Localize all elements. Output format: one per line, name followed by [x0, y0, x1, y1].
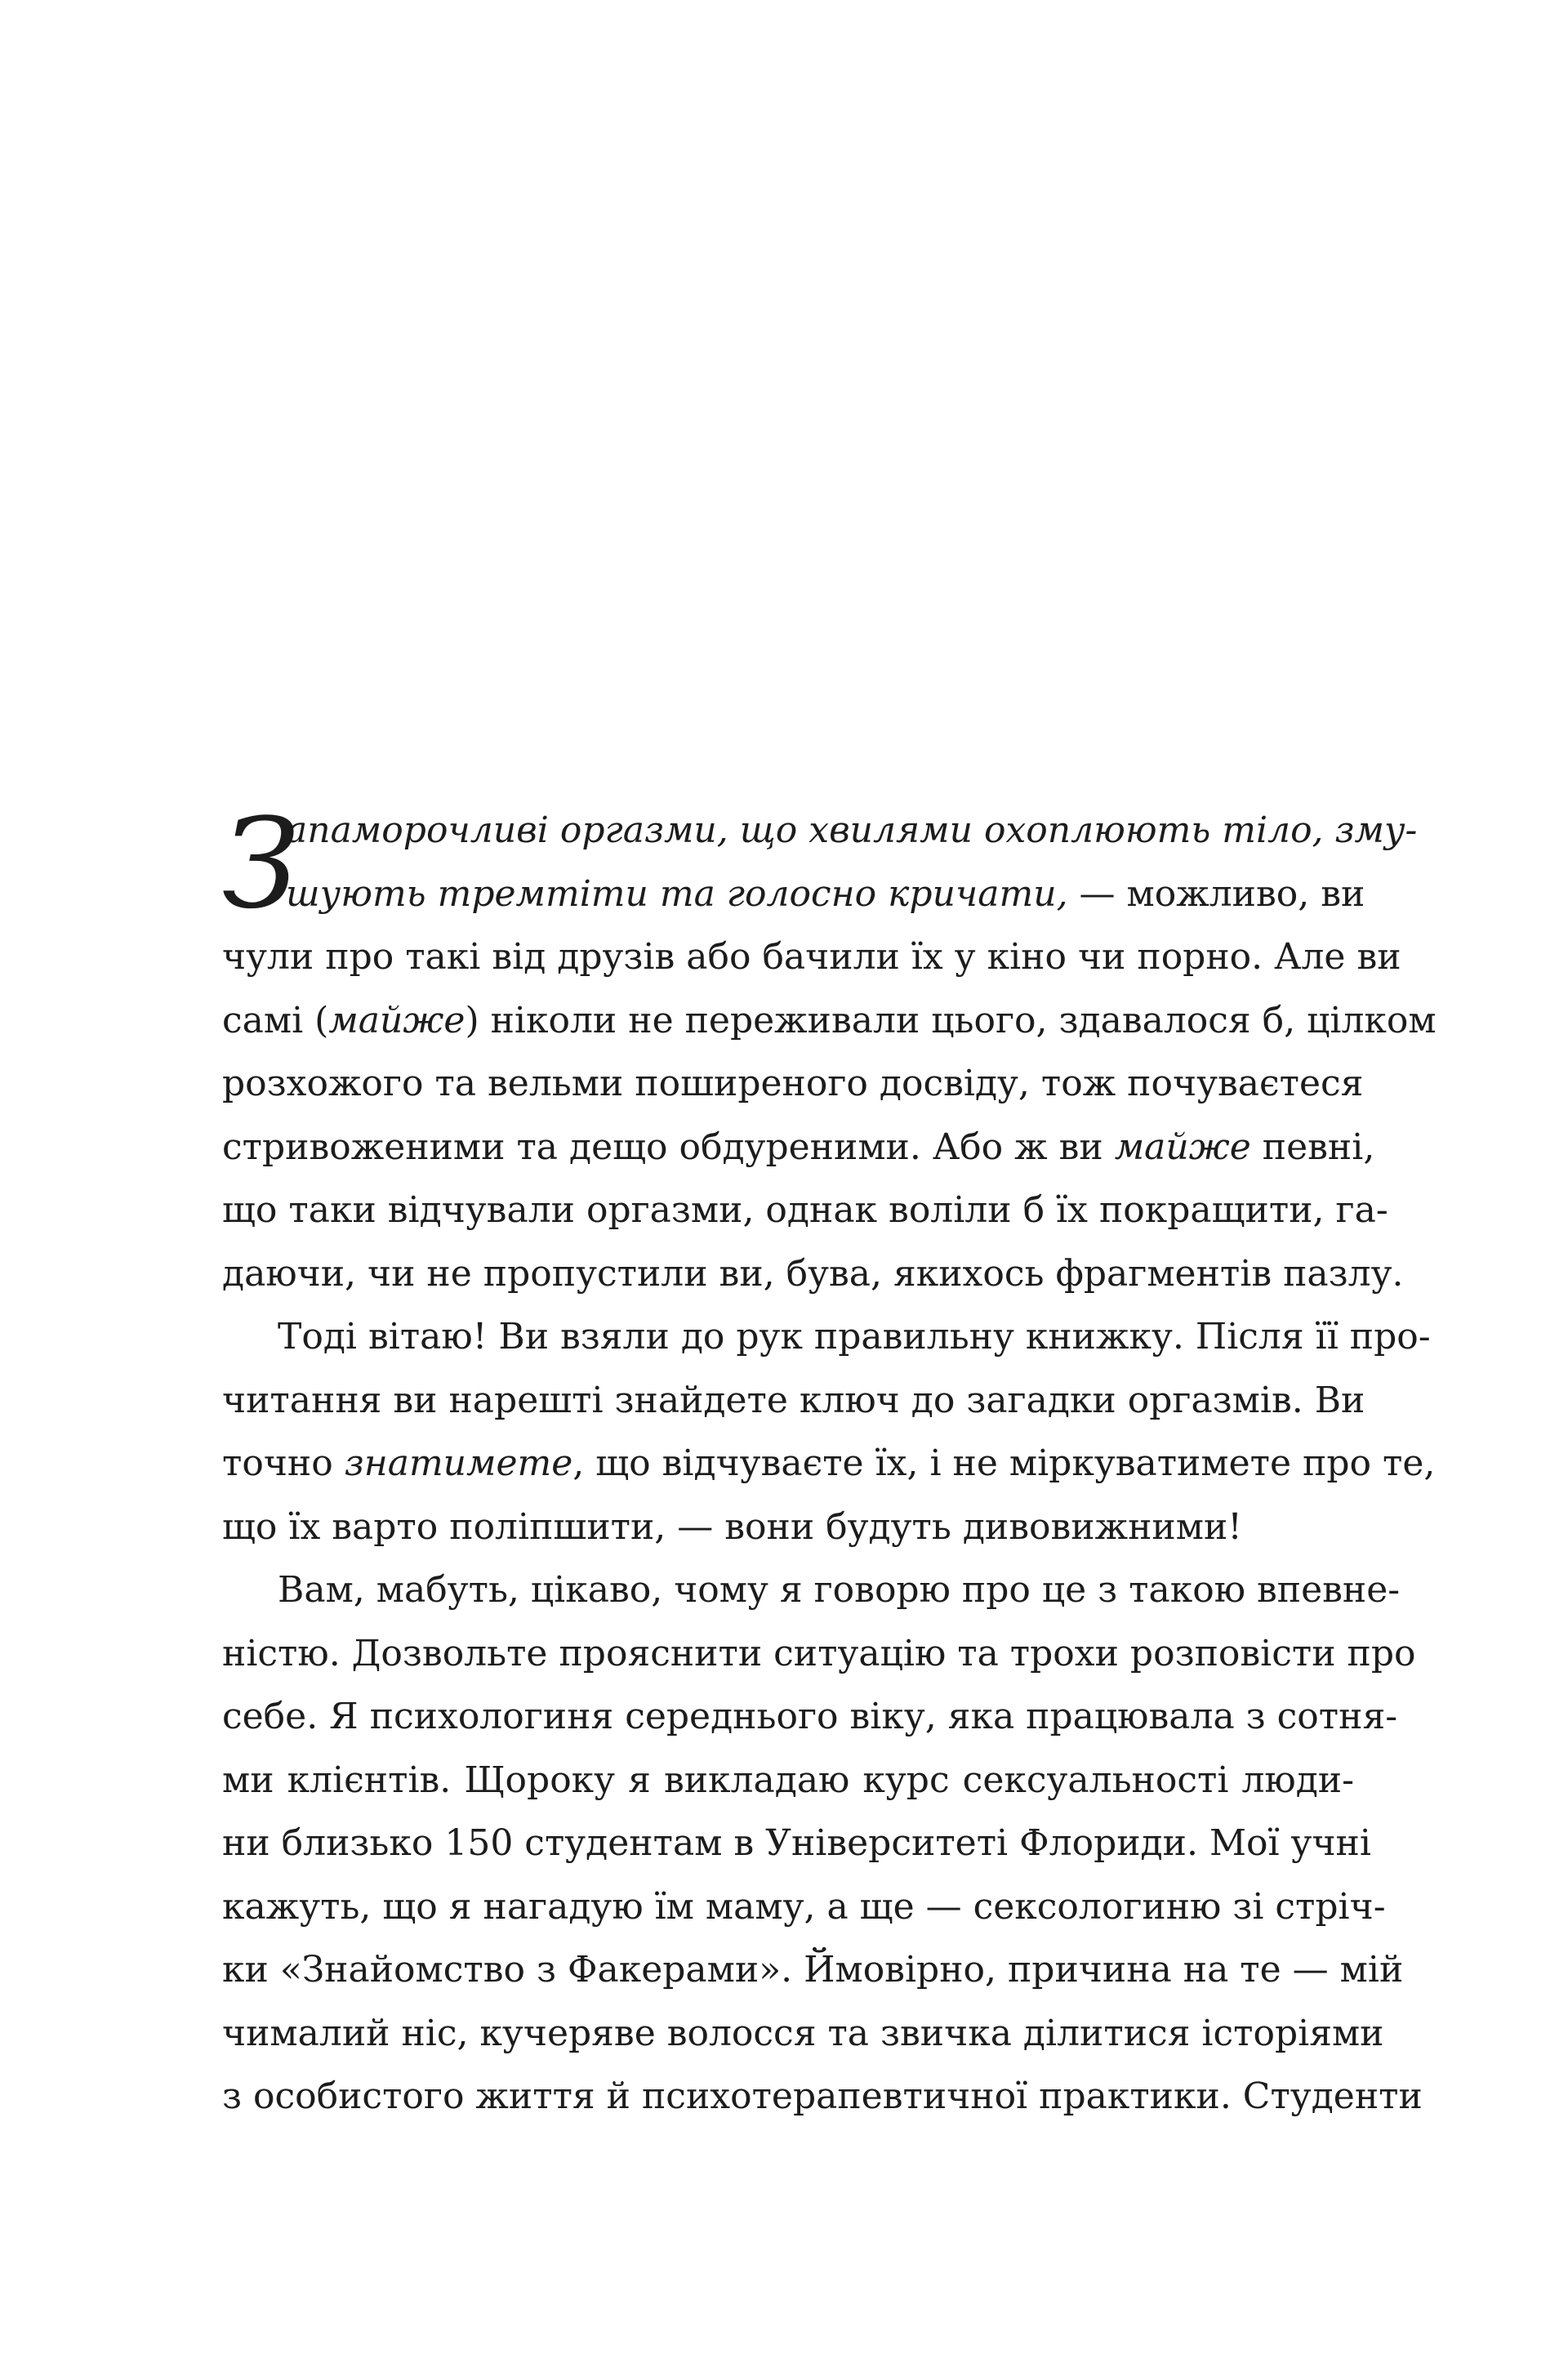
text-span: — можливо, ви	[1067, 872, 1365, 915]
body-text	[222, 791, 1437, 2129]
text-line: ни близько 150 студентам в Університеті Флориди. Мої учні	[222, 1822, 1371, 1864]
text-line: чули про такі від друзів або бачили їх у кіно чи порно. Але ви	[222, 936, 1401, 978]
text-line	[222, 863, 1365, 926]
text-span: певні,	[1250, 1126, 1375, 1168]
text-line	[222, 989, 1437, 1053]
italic-span: шують тремтіти та голосно кричати,	[286, 872, 1068, 915]
text-span: точно	[222, 1442, 345, 1484]
text-line: що їх варто поліпшити, — вони будуть дивовижними!	[222, 1505, 1242, 1548]
text-line: ми клієнтів. Щороку я викладаю курс сексуальності люди-	[222, 1759, 1354, 1801]
text-line: себе. Я психологиня середнього віку, яка працювала з сотня-	[222, 1696, 1398, 1737]
text-line	[222, 1432, 1436, 1496]
italic-span: майже	[1114, 1126, 1251, 1168]
text-line: з особистого життя й психотерапевтичної практики. Студенти	[222, 2075, 1423, 2117]
text-line: що таки відчували оргазми, однак воліли б їх покращити, га-	[222, 1189, 1388, 1231]
text-span: самі (	[222, 999, 329, 1041]
text-line: Тоді вітаю! Ви взяли до рук правильну книжку. Після її про-	[278, 1316, 1431, 1358]
text-line: розхожого та вельми поширеного досвіду, тож почуваєтеся	[222, 1063, 1364, 1104]
italic-span: знатимете	[344, 1442, 573, 1484]
text-line: Вам, мабуть, цікаво, чому я говорю про це з такою впевне-	[278, 1569, 1401, 1611]
italic-span: майже	[328, 999, 466, 1041]
text-span: , що відчуваєте їх, і не міркуватимете про те,	[572, 1442, 1436, 1484]
text-line: даючи, чи не пропустили ви, бува, якихось фрагментів пазлу.	[222, 1252, 1404, 1295]
text-line: кажуть, що я нагадую їм маму, а ще — сексологиню зі стріч-	[222, 1885, 1386, 1928]
drop-cap: З	[222, 791, 300, 936]
text-span: ) ніколи не переживали цього, здавалося б, цілком	[465, 999, 1437, 1041]
text-line: ки «Знайомство з Факерами». Ймовірно, причина на те — мій	[222, 1949, 1404, 1991]
text-line: чималий ніс, кучеряве волосся та звичка ділитися історіями	[222, 2012, 1384, 2054]
text-span: апаморочливі оргазми, що хвилями охоплюють тіло, зму-	[286, 809, 1418, 851]
text-span: стривоженими та дещо обдуреними. Або ж ви	[222, 1126, 1115, 1168]
text-line	[222, 1116, 1375, 1179]
text-line: читання ви нарешті знайдете ключ до загадки оргазмів. Ви	[222, 1379, 1365, 1421]
text-line: ністю. Дозвольте прояснити ситуацію та трохи розповісти про	[222, 1632, 1416, 1674]
